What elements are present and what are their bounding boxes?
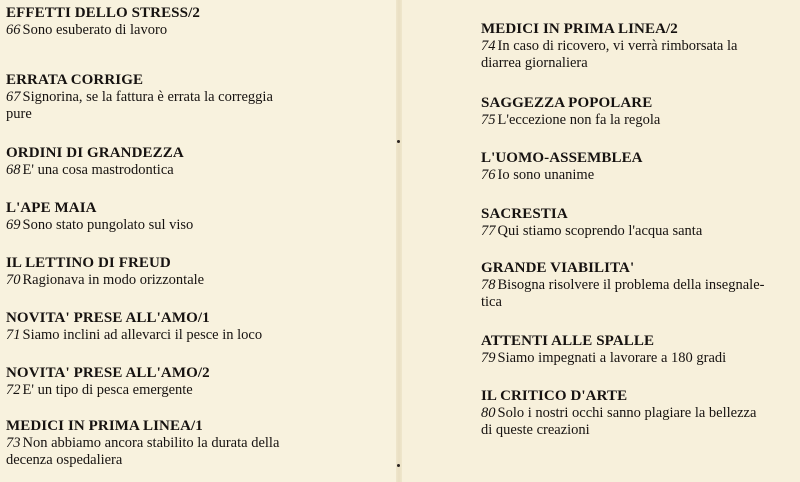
entry-title: IL LETTINO DI FREUD — [6, 255, 171, 271]
entry-number: 75 — [481, 112, 496, 128]
entry-69 — [6, 199, 193, 234]
entry-text: 73 Non abbiamo ancora stabilito la durata della — [6, 435, 280, 451]
entry-text-line: di queste creazioni — [481, 422, 590, 438]
entry-text: 77 Qui stiamo scoprendo l'acqua santa — [481, 223, 703, 239]
entry-number: 66 — [6, 22, 21, 38]
entry-text: 69 Sono stato pungolato sul viso — [6, 217, 194, 233]
entry-title: ERRATA CORRIGE — [6, 72, 144, 88]
entry-79 — [481, 332, 726, 367]
entry-text: 68 E' una cosa mastrodontica — [6, 162, 174, 178]
entry-text: 76 Io sono unanime — [481, 167, 595, 183]
gutter-mark — [397, 464, 400, 467]
entry-text: 80 Solo i nostri occhi sanno plagiare la bellezza — [481, 405, 757, 421]
entry-76 — [481, 149, 643, 184]
entry-text: 70 Ragionava in modo orizzontale — [6, 272, 205, 288]
entry-number: 76 — [481, 167, 496, 183]
entry-title: IL CRITICO D'ARTE — [481, 388, 628, 404]
entry-number: 71 — [6, 327, 21, 343]
entry-title: EFFETTI DELLO STRESS/2 — [6, 5, 200, 21]
entry-75 — [481, 94, 660, 129]
entry-title: MEDICI IN PRIMA LINEA/2 — [481, 21, 678, 37]
entry-72 — [6, 364, 210, 399]
entry-text: 78 Bisogna risolvere il problema della insegnale- — [481, 277, 765, 293]
entry-77 — [481, 205, 702, 240]
entry-title: MEDICI IN PRIMA LINEA/1 — [6, 418, 203, 434]
entry-text-line: diarrea giornaliera — [481, 55, 588, 71]
entry-67 — [6, 71, 273, 123]
entry-70 — [6, 254, 204, 289]
entry-text: 72 E' un tipo di pesca emergente — [6, 382, 193, 398]
entry-number: 80 — [481, 405, 496, 421]
entry-number: 79 — [481, 350, 496, 366]
entry-text: 79 Siamo impegnati a lavorare a 180 gradi — [481, 350, 727, 366]
entry-text: 75 L'eccezione non fa la regola — [481, 112, 661, 128]
entry-71 — [6, 309, 262, 344]
entry-title: SAGGEZZA POPOLARE — [481, 95, 653, 111]
entry-number: 77 — [481, 223, 496, 239]
entry-number: 72 — [6, 382, 21, 398]
entry-text-line: pure — [6, 106, 32, 122]
entry-text: 67 Signorina, se la fattura è errata la correggia — [6, 89, 273, 105]
entry-title: NOVITA' PRESE ALL'AMO/1 — [6, 310, 210, 326]
entry-title: ATTENTI ALLE SPALLE — [481, 333, 655, 349]
entry-74 — [481, 20, 737, 72]
entry-title: SACRESTIA — [481, 206, 568, 222]
entry-text: 71 Siamo inclini ad allevarci il pesce in loco — [6, 327, 263, 343]
book-gutter — [396, 0, 402, 482]
entry-number: 78 — [481, 277, 496, 293]
entry-text: 74 In caso di ricovero, vi verrà rimborsata la — [481, 38, 738, 54]
entry-title: L'UOMO-ASSEMBLEA — [481, 150, 643, 166]
entry-number: 73 — [6, 435, 21, 451]
entry-68 — [6, 144, 184, 179]
entry-73 — [6, 417, 279, 469]
entry-text: 66 Sono esuberato di lavoro — [6, 22, 168, 38]
entry-text-line: tica — [481, 294, 502, 310]
entry-78 — [481, 259, 764, 311]
entry-80 — [481, 387, 756, 439]
entry-title: ORDINI DI GRANDEZZA — [6, 145, 184, 161]
entry-text-line: decenza ospedaliera — [6, 452, 123, 468]
entry-title: GRANDE VIABILITA' — [481, 260, 635, 276]
entry-number: 68 — [6, 162, 21, 178]
entry-66 — [6, 4, 200, 39]
entry-number: 69 — [6, 217, 21, 233]
entry-number: 67 — [6, 89, 21, 105]
entry-title: NOVITA' PRESE ALL'AMO/2 — [6, 365, 210, 381]
entry-title: L'APE MAIA — [6, 200, 97, 216]
entry-number: 74 — [481, 38, 496, 54]
entry-number: 70 — [6, 272, 21, 288]
gutter-mark — [397, 140, 400, 143]
